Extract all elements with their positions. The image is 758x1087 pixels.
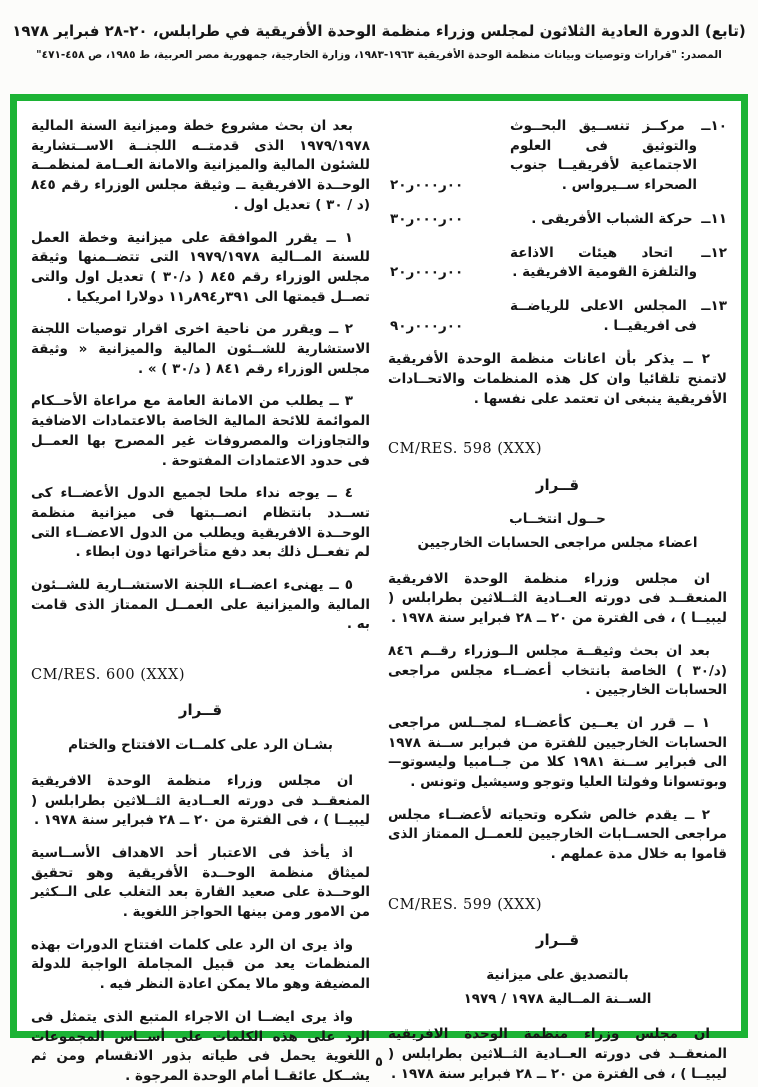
budget-item-amount: ٠٠ر٠٠٠ر٢٠ [390, 177, 464, 194]
budget-item-text [510, 297, 727, 336]
resolution-code-599: CM/RES. 599 (XXX) [388, 896, 543, 913]
decision-subject [31, 734, 370, 758]
decision-subject-line: بالتصديق على ميزانية [486, 966, 629, 983]
budget-item-label: حركة الشباب الأفريقى . [531, 210, 693, 227]
paragraph: ان مجلس وزراء منظمة الوحدة الافريقية المنعقــد فى دورته العــادية الثــلاثين بطرابلس ( ليبيــا ) ، فى الفترة من ٢٠ ــ ٢٨ فبراير سنة ١٩٧٨ . [31, 772, 370, 829]
budget-item-label: المجلس الاعلى للرياضــة فى افريقيــا . [510, 297, 697, 334]
decision-subject [388, 508, 727, 555]
paragraph: واذ يرى ان الرد على كلمات افتتاح الدورات بهذه المنظمات يعد من قبيل المجاملة الواجبة للدولة المضيفة وهو مالا يمكن اعادة النظر فيه . [31, 936, 370, 993]
budget-item-amount: ٠٠ر٠٠٠ر٣٠ [390, 210, 464, 227]
paragraph: ان مجلس وزراء منظمة الوحدة الافريقية المنعقــد فى دورته العــادية الثــلاثين بطرابلس ( ليبيــا ) ، فى الفترة من ٢٠ ــ ٢٨ فبراير سنة ١٩٧٨ . [388, 570, 727, 627]
budget-item-number: ١١ــ [701, 210, 727, 227]
decision-subject-line: بشـان الرد على كلمــات الافتتاح والختام [68, 737, 333, 754]
paragraph: ان مجلس وزراء منظمة الوحدة الافريقية المنعقــد فى دورته العــادية الثــلاثين بطرابلس ( ليبيــا ) ، فى الفترة من ٢٠ ــ ٢٨ فبراير سنة ١٩٧٨ . [388, 1026, 727, 1082]
decision-subject-line: اعضاء مجلس مراجعى الحسابات الخارجيين [417, 535, 698, 552]
budget-item-number: ١٠ــ [701, 118, 727, 134]
page-header-title: (تابع) الدورة العادية الثلاثون لمجلس وزراء منظمة الوحدة الأفريقية في طرابلس، ٢٠-٢٨ فبراير ١٩٧٨ [12, 22, 746, 40]
budget-item [388, 210, 727, 230]
budget-item-number: ١٢ــ [701, 244, 728, 261]
paragraph: ١ ــ قرر ان يعــين كأعضــاء لمجــلس مراجعى الحسابات الخارجيين للفترة من فبراير ســنة ١٩٧٨ الى فبراير ســنة ١٩٨١ كلا من جــامبيا وليسوتو— وبوتسوانا وفولتا العليا وتوجو وسيشيل وتونس . [388, 714, 728, 791]
budget-item [388, 117, 727, 196]
paragraph: ١ ــ يقرر الموافقة على ميزانية وخطة العمل للسنة المــالية ١٩٧٩/١٩٧٨ التى تتضــمنها وثيقة مجلس الوزراء رقم ٨٤٥ ( د/٣٠ ) تعديل اول والتى تصــل قيمتها الى ٣٩١ر٨٩٤ر١١ دولارا امريكيا . [31, 229, 370, 305]
paragraph: ٣ ــ يطلب من الامانة العامة مع مراعاة الأحــكام الموائمة للائحة المالية الخاصة بالاعتمادات الاضافية والتجاوزات والمصروفات غير المصرح بها العمــل فى حدود الاعتمادات المفتوحة . [31, 393, 370, 469]
page-header-source: المصدر: "قرارات وتوصيات وبيانات منظمة الوحدة الأفريقية ١٩٦٣-١٩٨٣، وزارة الخارجية، جمهورية مصر العربية، ط ١٩٨٥، ص ٤٥٨-٤٧١" [36, 49, 722, 61]
paragraph: بعد ان بحث مشروع خطة وميزانية السنة المالية ١٩٧٩/١٩٧٨ الذى قدمتــه اللجنــة الاســتشارية للشئون المالية والميزانية والامانة العــامة لمنظمــة الوحــدة الافريقية ــ وثيقة مجلس الوزراء رقم ٨٤٥ (د / ٣٠ ) تعديل اول . [31, 118, 370, 213]
decision-heading: قــرار [178, 701, 223, 720]
budget-item-number: ١٣ــ [701, 297, 728, 314]
budget-item-label: اتحاد هيئات الاذاعة والتلفزة القومية الافريقية . [510, 244, 697, 281]
paragraph: واذ يرى ايضــا ان الاجراء المتبع الذى يتمثل فى الرد على هذه الكلمات على أســاس المجموعات اللغوية يحمل فى طياته بذور الانقسام ومن ثم يشــكل عائقــا أمام الوحدة المرجوة . [31, 1008, 370, 1084]
budget-item-amount: ٠٠ر٠٠٠ر٢٠ [390, 264, 464, 281]
right-column [388, 117, 728, 1082]
budget-item-text [510, 117, 727, 196]
decision-subject-line: الســنة المــالية ١٩٧٨ / ١٩٧٩ [463, 990, 652, 1007]
budget-item-amount: ٠٠ر٠٠٠ر٩٠ [390, 317, 464, 334]
resolution-code-598: CM/RES. 598 (XXX) [388, 441, 543, 458]
paragraph: ٢ ــ يقدم خالص شكره وتحياته لأعضــاء مجلس مراجعى الحســابات الخارجيين للعمــل الممتاز الذى قاموا به خلال مدة عملهم . [388, 806, 727, 863]
page-number: ٥ [375, 1055, 383, 1070]
paragraph: ٤ ــ يوجه نداء ملحا لجميع الدول الأعضــاء كى تســدد بانتظام انصــبتها فى ميزانية منظمة الوحــدة الافريقية ويطلب من الدول الاعضــاء التى لم تفعــل ذلك بعد دفع متأخراتها دون ابطاء . [31, 485, 370, 561]
decision-subject [388, 964, 727, 1011]
budget-item-label: مركــز تنســيق البحــوث والتوثيق فى العلوم الاجتماعية لأفريقيــا جنوب الصحراء ســيرواس . [510, 118, 697, 194]
budget-item [388, 244, 727, 283]
document-green-frame [10, 94, 748, 1084]
decision-heading: قــرار [535, 475, 580, 494]
document-columns [17, 101, 741, 1084]
paragraph: ٢ ــ يذكر بأن اعانات منظمة الوحدة الأفريقية لاتمنح تلقائيا وان كل هذه المنظمات والاتحــادات الأفريقية ينبغى ان تعتمد على نفسها . [388, 351, 727, 407]
budget-item [388, 297, 727, 336]
decision-heading: قــرار [535, 931, 580, 950]
paragraph: اذ يأخذ فى الاعتبار أحد الاهداف الأســاسية لميثاق منظمة الوحــدة الأفريقية وهو تحقيق الوحــدة على صعيد القارة بعد التغلب على الــكثير من الامور ومن بينها الحواجز اللغوية . [31, 844, 370, 921]
paragraph: ٢ ــ ويقرر من ناحية اخرى اقرار توصيات اللجنة الاستشارية للشــئون المالية والميزانية « وثيقة مجلس الوزراء رقم ٨٤١ ( د/٣٠ ) » . [31, 321, 370, 377]
resolution-code-600: CM/RES. 600 (XXX) [31, 667, 186, 684]
paragraph: بعد ان بحث وثيقــة مجلس الــوزراء رقــم ٨٤٦ (د/٣٠ ) الخاصة بانتخاب أعضــاء مجلس مراجعى الحسابات الخارجيين . [388, 642, 727, 699]
budget-item-text [510, 244, 727, 283]
page-header [0, 22, 758, 61]
paragraph: ٥ ــ يهنىء اعضــاء اللجنة الاستشــارية للشــئون المالية والميزانية على العمــل الممتاز الذى قامت به . [31, 577, 370, 633]
decision-subject-line: حــول انتخــاب [509, 511, 606, 528]
budget-item-text [510, 210, 727, 230]
left-column [31, 117, 370, 1084]
